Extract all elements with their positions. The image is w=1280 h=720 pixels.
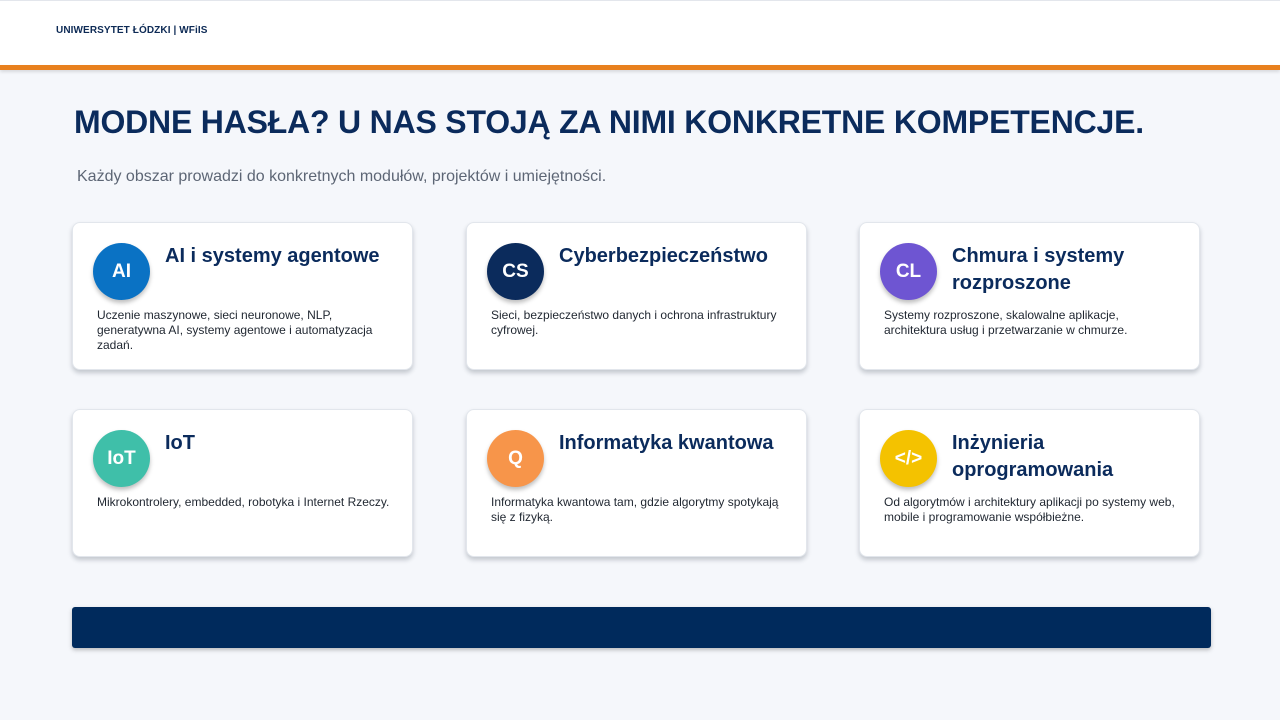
footer-bar <box>72 607 1211 648</box>
code-badge-icon: </> <box>880 430 937 487</box>
page-subtitle: Każdy obszar prowadzi do konkretnych modułów, projektów i umiejętności. <box>77 168 607 185</box>
card-description: Informatyka kwantowa tam, gdzie algorytmy spotykają się z fizyką. <box>491 495 779 524</box>
ai-badge-icon: AI <box>93 243 150 300</box>
card-description: Systemy rozproszone, skalowalne aplikacje, architektura usług i przetwarzanie w chmurze. <box>884 308 1128 337</box>
cl-badge-icon: CL <box>880 243 937 300</box>
card-title: IoT <box>165 432 195 454</box>
q-badge-icon: Q <box>487 430 544 487</box>
card-title: Chmura i systemy rozproszone <box>952 245 1125 294</box>
card-title: AI i systemy agentowe <box>165 245 380 267</box>
page-title: MODNE HASŁA? U NAS STOJĄ ZA NIMI KONKRETNE KOMPETENCJE. <box>74 104 1144 140</box>
card-title: Informatyka kwantowa <box>559 432 774 454</box>
card-description: Sieci, bezpieczeństwo danych i ochrona infrastruktury cyfrowej. <box>491 308 777 337</box>
header-accent-stripe <box>0 65 1280 70</box>
card-description: Mikrokontrolery, embedded, robotyka i Internet Rzeczy. <box>97 495 390 509</box>
card-title: Inżynieria oprogramowania <box>952 432 1114 481</box>
brand-label: UNIWERSYTET ŁÓDZKI | WFiIS <box>56 25 208 36</box>
iot-badge-icon: IoT <box>93 430 150 487</box>
cs-badge-icon: CS <box>487 243 544 300</box>
card-title: Cyberbezpieczeństwo <box>559 245 768 267</box>
card-quantum-computing <box>466 409 807 557</box>
card-ai-agent-systems <box>72 222 413 370</box>
card-description: Uczenie maszynowe, sieci neuronowe, NLP, generatywna AI, systemy agentowe i automatyzacja zadań. <box>97 308 373 352</box>
card-software-engineering <box>859 409 1200 557</box>
card-iot <box>72 409 413 557</box>
card-cybersecurity <box>466 222 807 370</box>
card-description: Od algorytmów i architektury aplikacji po systemy web, mobile i programowanie współbieżne. <box>884 495 1175 524</box>
top-header <box>0 0 1280 65</box>
card-cloud-distributed <box>859 222 1200 370</box>
